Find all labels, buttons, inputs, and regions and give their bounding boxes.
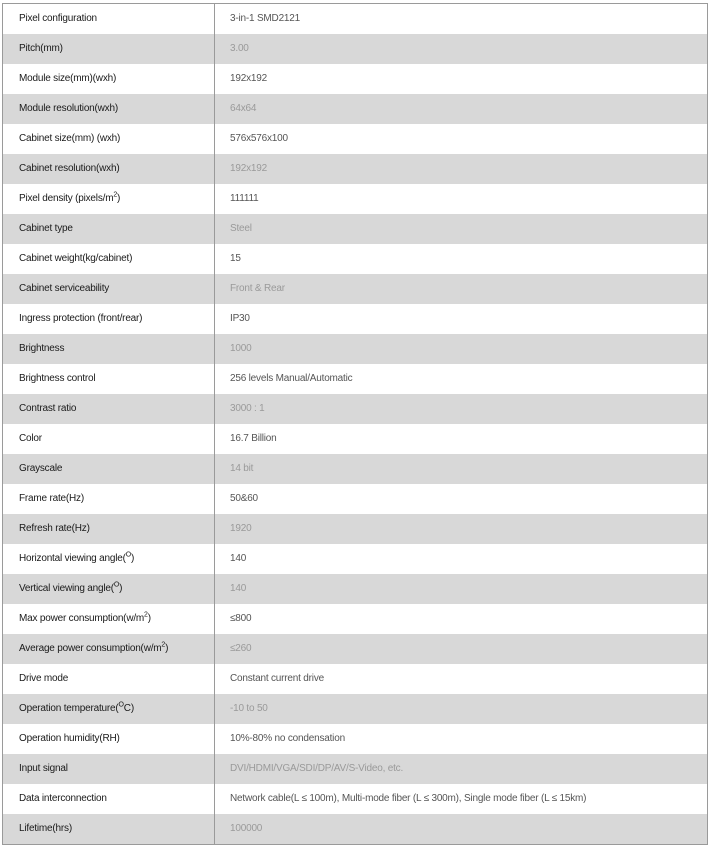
table-row xyxy=(3,4,708,35)
spec-label xyxy=(3,784,215,814)
spec-label xyxy=(3,754,215,784)
spec-label-text: Module size(mm)(wxh) xyxy=(19,73,117,84)
spec-label xyxy=(3,394,215,424)
spec-label-text: Drive mode xyxy=(19,673,69,684)
spec-label-text: Frame rate(Hz) xyxy=(19,493,84,504)
table-row xyxy=(3,454,708,484)
spec-label-text: Max power consumption(w/m xyxy=(19,613,145,624)
spec-label-text: Operation temperature( xyxy=(19,703,119,714)
spec-label-tail: ) xyxy=(147,613,151,624)
table-row xyxy=(3,154,708,184)
table-row xyxy=(3,604,708,634)
spec-label-text: Contrast ratio xyxy=(19,403,77,414)
spec-value: 15 xyxy=(230,253,241,264)
spec-label-text: Input signal xyxy=(19,763,68,774)
spec-label-text: Horizontal viewing angle( xyxy=(19,553,126,564)
spec-label-text: Color xyxy=(19,433,42,444)
spec-label-text: Lifetime(hrs) xyxy=(19,823,72,834)
table-row xyxy=(3,304,708,334)
spec-value: Constant current drive xyxy=(230,673,324,684)
spec-label-tail: ) xyxy=(165,643,169,654)
spec-label-text: Pixel density (pixels/m xyxy=(19,193,114,204)
table-row xyxy=(3,364,708,394)
spec-value: 1000 xyxy=(230,343,252,354)
table-row xyxy=(3,634,708,664)
table-row xyxy=(3,514,708,544)
table-row xyxy=(3,64,708,94)
spec-label xyxy=(3,634,215,664)
table-row xyxy=(3,694,708,724)
spec-label-text: Data interconnection xyxy=(19,793,107,804)
spec-value: Front & Rear xyxy=(230,283,285,294)
spec-value: -10 to 50 xyxy=(230,703,268,714)
spec-label xyxy=(3,664,215,694)
spec-table-body xyxy=(3,4,708,845)
spec-value: 3000 : 1 xyxy=(230,403,265,414)
spec-label xyxy=(3,274,215,304)
spec-value: 256 levels Manual/Automatic xyxy=(230,373,353,384)
spec-label xyxy=(3,334,215,364)
spec-value: 192x192 xyxy=(230,73,267,84)
spec-label xyxy=(3,364,215,394)
spec-label-text: Average power consumption(w/m xyxy=(19,643,162,654)
spec-label xyxy=(3,154,215,184)
spec-label-superscript: O xyxy=(125,551,131,559)
spec-label xyxy=(3,544,215,574)
spec-label xyxy=(3,694,215,724)
spec-value: 14 bit xyxy=(230,463,254,474)
spec-label xyxy=(3,814,215,845)
spec-label-tail: ) xyxy=(130,553,135,564)
spec-label-superscript: 2 xyxy=(144,611,148,619)
spec-label xyxy=(3,514,215,544)
spec-label-superscript: O xyxy=(118,701,124,709)
spec-label xyxy=(3,64,215,94)
spec-value: ≤260 xyxy=(230,643,252,654)
spec-label xyxy=(3,184,215,214)
spec-label-text: Operation humidity(RH) xyxy=(19,733,120,744)
table-row xyxy=(3,214,708,244)
table-row xyxy=(3,754,708,784)
spec-label-tail: ) xyxy=(117,193,121,204)
spec-label xyxy=(3,214,215,244)
spec-label-text: Refresh rate(Hz) xyxy=(19,523,90,534)
table-row xyxy=(3,574,708,604)
spec-label xyxy=(3,34,215,64)
table-row xyxy=(3,94,708,124)
table-row xyxy=(3,34,708,64)
table-row xyxy=(3,724,708,754)
spec-label xyxy=(3,304,215,334)
spec-label xyxy=(3,94,215,124)
spec-value: 111111 xyxy=(230,193,259,204)
spec-value: DVI/HDMI/VGA/SDI/DP/AV/S-Video, etc. xyxy=(230,763,404,774)
spec-value: 140 xyxy=(230,553,247,564)
table-row xyxy=(3,424,708,454)
spec-value: 3-in-1 SMD2121 xyxy=(230,13,301,24)
spec-value: 3.00 xyxy=(230,43,249,54)
spec-label xyxy=(3,244,215,274)
spec-label-text: Module resolution(wxh) xyxy=(19,103,118,114)
table-row xyxy=(3,274,708,304)
spec-value: Steel xyxy=(230,223,252,234)
spec-label-text: Pitch(mm) xyxy=(19,43,63,54)
spec-label-superscript: O xyxy=(113,581,120,589)
spec-label xyxy=(3,4,215,35)
spec-value: 100000 xyxy=(230,823,263,834)
spec-value: 50&60 xyxy=(230,493,258,504)
table-row xyxy=(3,334,708,364)
spec-label-text: Cabinet weight(kg/cabinet) xyxy=(19,253,133,264)
spec-label xyxy=(3,574,215,604)
spec-value: 192x192 xyxy=(230,163,267,174)
spec-label-text: Brightness xyxy=(19,343,65,354)
spec-label-text: Pixel configuration xyxy=(19,13,97,24)
spec-label-tail: C) xyxy=(123,703,134,714)
spec-label-text: Cabinet resolution(wxh) xyxy=(19,163,120,174)
spec-label-superscript: 2 xyxy=(113,191,118,199)
table-row xyxy=(3,544,708,574)
spec-label xyxy=(3,604,215,634)
spec-label-text: Ingress protection (front/rear) xyxy=(19,313,143,324)
spec-value: 16.7 Billion xyxy=(230,433,277,444)
table-row xyxy=(3,124,708,154)
spec-label xyxy=(3,484,215,514)
spec-label xyxy=(3,724,215,754)
spec-value: 64x64 xyxy=(230,103,257,114)
spec-label xyxy=(3,424,215,454)
spec-value: Network cable(L ≤ 100m), Multi-mode fiber (L ≤ 300m), Single mode fiber (L ≤ 15km) xyxy=(230,793,587,804)
table-row xyxy=(3,784,708,814)
spec-label-text: Vertical viewing angle( xyxy=(19,583,114,594)
table-row xyxy=(3,244,708,274)
spec-value: 10%-80% no condensation xyxy=(230,733,345,744)
spec-table xyxy=(2,3,708,845)
spec-value: IP30 xyxy=(230,313,250,324)
table-row xyxy=(3,394,708,424)
spec-label-text: Cabinet serviceability xyxy=(19,283,110,294)
table-row xyxy=(3,664,708,694)
table-row xyxy=(3,484,708,514)
spec-label-text: Grayscale xyxy=(19,463,63,474)
spec-value: 1920 xyxy=(230,523,252,534)
spec-label-text: Cabinet type xyxy=(19,223,73,234)
spec-value: ≤800 xyxy=(230,613,252,624)
table-row xyxy=(3,184,708,214)
spec-value: 140 xyxy=(230,583,247,594)
spec-label xyxy=(3,124,215,154)
spec-value: 576x576x100 xyxy=(230,133,288,144)
spec-label-text: Cabinet size(mm) (wxh) xyxy=(19,133,121,144)
spec-label-text: Brightness control xyxy=(19,373,96,384)
spec-label xyxy=(3,454,215,484)
spec-label-superscript: 2 xyxy=(161,641,166,649)
table-row xyxy=(3,814,708,845)
spec-label-tail: ) xyxy=(119,583,123,594)
